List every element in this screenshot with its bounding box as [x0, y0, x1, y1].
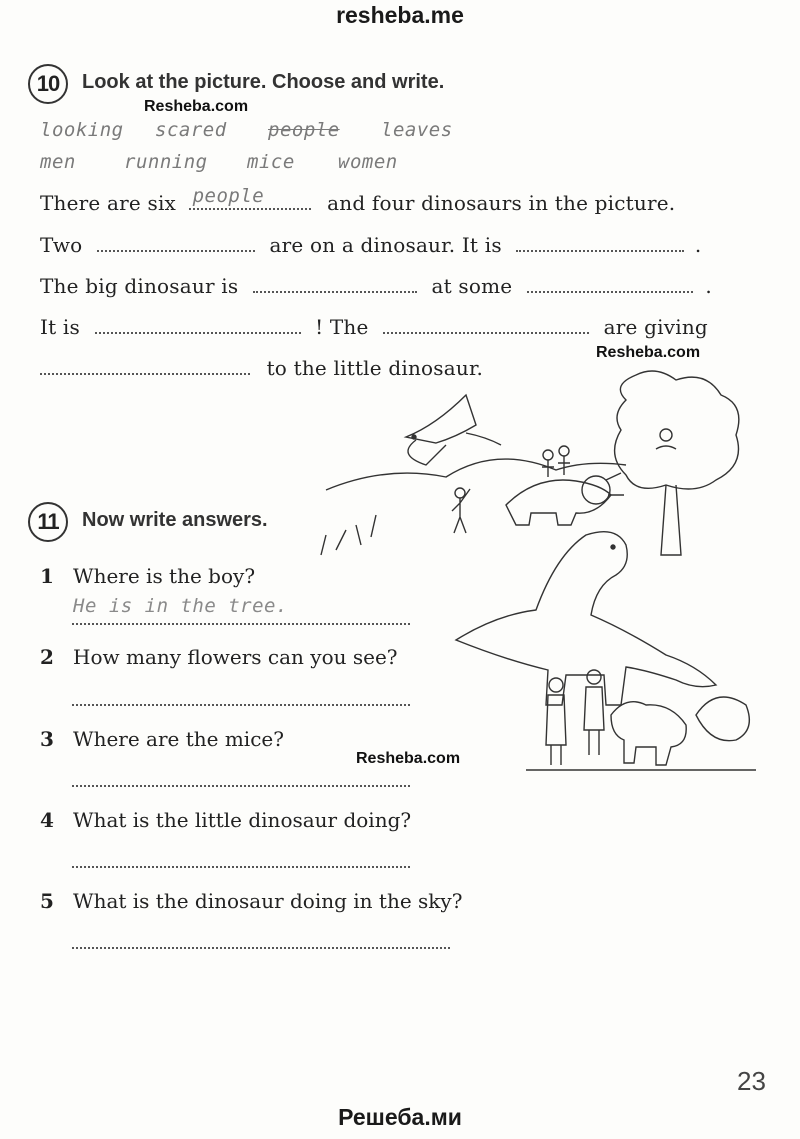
blank-2[interactable]	[97, 249, 255, 252]
exercise-11-title: Now write answers.	[82, 509, 268, 531]
sentence-1	[40, 185, 676, 215]
pterodactyl	[406, 395, 501, 465]
sentence-4-end: are giving	[603, 315, 708, 339]
sentence-2-end: .	[694, 233, 702, 257]
big-dinosaur	[456, 532, 716, 705]
exercise-11-number: 11	[28, 502, 68, 542]
watermark-3: Resheba.com	[356, 750, 461, 767]
question-1	[40, 564, 255, 588]
word-men: men	[40, 151, 76, 173]
blank-5[interactable]	[527, 290, 693, 293]
blank-1[interactable]	[189, 185, 315, 215]
hills-outline	[326, 459, 626, 490]
site-header[interactable]: resheba.me	[336, 2, 464, 28]
leaves-pile	[696, 697, 749, 741]
grass-left	[321, 515, 376, 555]
blank-8[interactable]	[40, 372, 250, 375]
question-5	[40, 889, 462, 913]
word-leaves: leaves	[381, 119, 453, 141]
answer-1-text: He is in the tree.	[73, 595, 288, 617]
sentence-4	[40, 315, 708, 339]
sentence-2-mid: are on a dinosaur. It is	[269, 233, 502, 257]
blank-7[interactable]	[383, 331, 589, 334]
question-2-number: 2	[40, 645, 54, 669]
blank-3[interactable]	[516, 249, 684, 252]
answer-2-line[interactable]	[72, 703, 410, 706]
word-women: women	[338, 151, 398, 173]
site-footer[interactable]: Решеба.ми	[338, 1104, 462, 1130]
word-scared: scared	[155, 119, 227, 141]
answer-1-line[interactable]	[72, 622, 410, 625]
answer-people: people	[192, 185, 265, 207]
tree	[615, 371, 739, 555]
exercise-10-title: Look at the picture. Choose and write.	[82, 71, 445, 93]
question-2	[40, 645, 398, 669]
blank-1-dots	[189, 207, 311, 210]
question-5-text: What is the dinosaur doing in the sky?	[73, 889, 463, 913]
sentence-1-end: and four dinosaurs in the picture.	[327, 191, 676, 215]
word-looking: looking	[40, 119, 124, 141]
question-4	[40, 808, 411, 832]
answer-4-line[interactable]	[72, 865, 410, 868]
sentence-3-mid: at some	[431, 274, 513, 298]
dinosaur-illustration	[326, 385, 756, 785]
sentence-3-end: .	[705, 274, 712, 298]
sentence-5-end: to the little dinosaur.	[266, 356, 484, 380]
watermark-2: Resheba.com	[596, 344, 701, 361]
sentence-3-start: The big dinosaur is	[40, 274, 239, 298]
answer-5-line[interactable]	[72, 946, 450, 949]
sentence-4-mid: ! The	[315, 315, 369, 339]
sentence-1-start: There are six	[40, 191, 177, 215]
watermark-1: Resheba.com	[144, 98, 249, 115]
question-1-text: Where is the boy?	[73, 564, 256, 588]
question-4-number: 4	[40, 808, 54, 832]
blank-4[interactable]	[253, 290, 417, 293]
word-running: running	[124, 151, 208, 173]
answer-3-line[interactable]	[72, 784, 410, 787]
blank-6[interactable]	[95, 331, 301, 334]
word-people-crossed: people	[268, 119, 340, 141]
triceratops	[506, 446, 624, 525]
question-4-text: What is the little dinosaur doing?	[73, 808, 412, 832]
question-3-number: 3	[40, 727, 54, 751]
women-and-little-dinosaur	[546, 670, 686, 765]
question-3	[40, 727, 284, 751]
word-mice: mice	[247, 151, 295, 173]
question-5-number: 5	[40, 889, 54, 913]
running-man	[452, 488, 470, 533]
question-1-number: 1	[40, 564, 54, 588]
sentence-2-start: Two	[40, 233, 83, 257]
page-number: 23	[737, 1066, 766, 1096]
sentence-5	[40, 356, 483, 380]
sentence-4-start: It is	[40, 315, 80, 339]
exercise-10-number: 10	[28, 64, 68, 104]
question-2-text: How many flowers can you see?	[73, 645, 398, 669]
sentence-3	[40, 274, 712, 298]
question-3-text: Where are the mice?	[73, 727, 284, 751]
sentence-2	[40, 233, 701, 257]
